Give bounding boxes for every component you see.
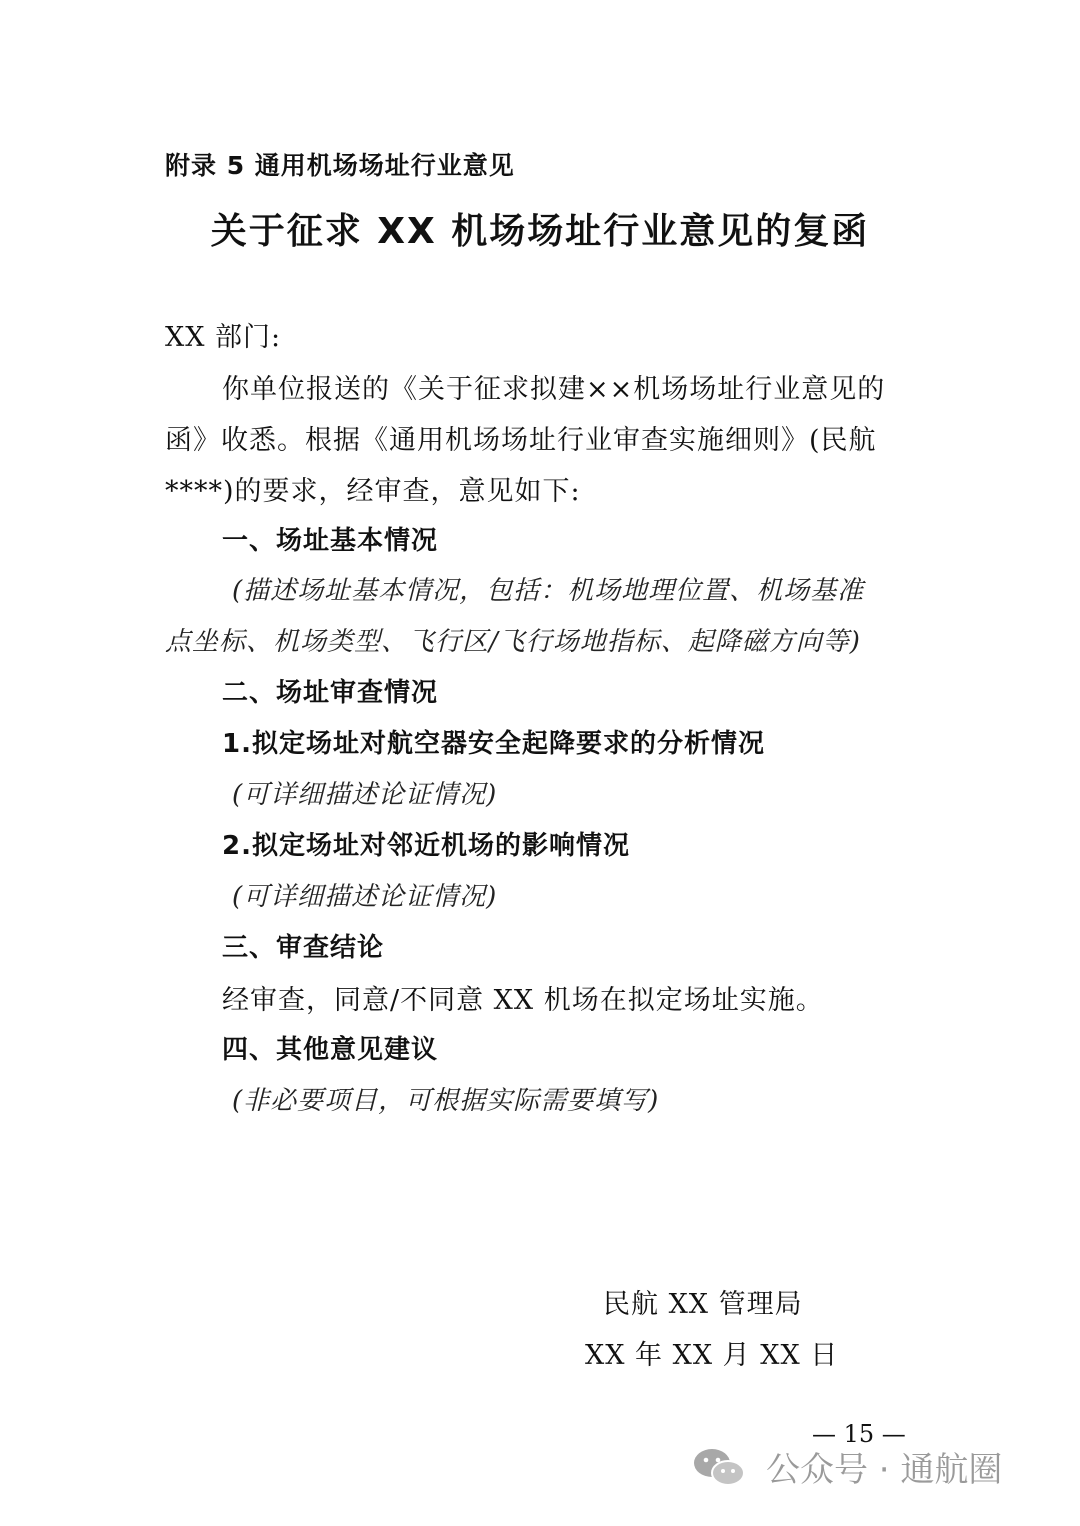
salutation: XX 部门:: [165, 322, 282, 353]
section-3-text: 经审查，同意/不同意 XX 机场在拟定场址实施。: [222, 985, 824, 1016]
section-4-note: (非必要项目，可根据实际需要填写): [232, 1086, 660, 1116]
signature-org: 民航 XX 管理局: [603, 1289, 803, 1320]
section-4-heading: 四、其他意见建议: [222, 1035, 439, 1065]
intro-line-3: ****)的要求，经审查，意见如下:: [165, 476, 581, 507]
wechat-icon: [690, 1446, 748, 1488]
section-1-note-line-2: 点坐标、机场类型、飞行区/飞行场地指标、起降磁方向等): [165, 627, 861, 657]
section-2-item-1-note: (可详细描述论证情况): [232, 780, 498, 810]
section-3-heading: 三、审查结论: [222, 933, 385, 963]
section-2-item-2: 2.拟定场址对邻近机场的影响情况: [222, 831, 630, 861]
signature-date: XX 年 XX 月 XX 日: [585, 1340, 839, 1371]
document-title: 关于征求 XX 机场场址行业意见的复函: [210, 211, 870, 252]
watermark-text: 公众号 · 通航圈: [766, 1450, 1003, 1490]
watermark: [690, 1442, 1002, 1491]
section-2-item-1: 1.拟定场址对航空器安全起降要求的分析情况: [222, 729, 765, 759]
intro-line-2: 函》收悉。根据《通用机场场址行业审查实施细则》(民航: [165, 425, 877, 456]
appendix-label: 附录 5 通用机场场址行业意见: [165, 151, 515, 180]
page-number: — 15 —: [812, 1420, 906, 1448]
section-2-heading: 二、场址审查情况: [222, 678, 439, 708]
intro-line-1: 你单位报送的《关于征求拟建××机场场址行业意见的: [222, 374, 886, 405]
section-1-note-line-1: (描述场址基本情况，包括：机场地理位置、机场基准: [232, 576, 865, 606]
section-2-item-2-note: (可详细描述论证情况): [232, 882, 498, 912]
section-1-heading: 一、场址基本情况: [222, 526, 439, 556]
